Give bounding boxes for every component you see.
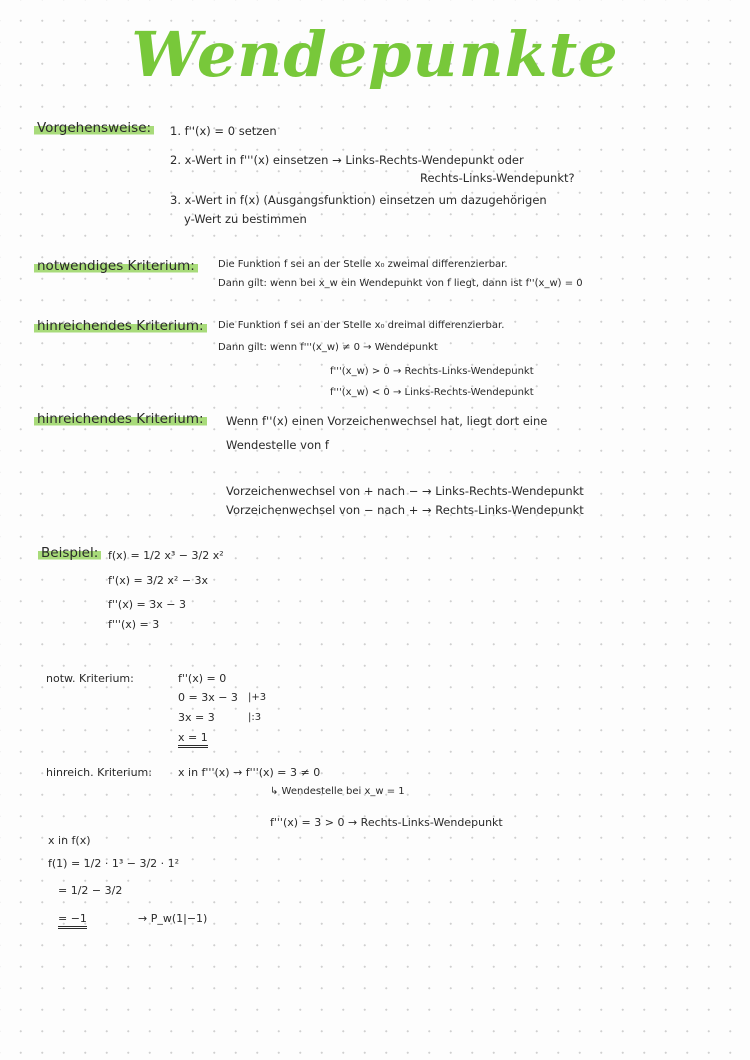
notw-line-2-note: |+3 [248, 692, 267, 703]
xin-line-2: = 1/2 − 3/2 [58, 884, 123, 897]
notw-line-2: 0 = 3x − 3 [178, 691, 238, 704]
beispiel-heading: Beispiel: [38, 545, 101, 561]
beispiel-f1: f'(x) = 3/2 x² − 3x [108, 574, 209, 587]
beispiel-f2: f''(x) = 3x − 3 [108, 598, 186, 611]
vorgehensweise-heading: Vorgehensweise: [34, 120, 154, 136]
hinreichend-1-line-4: f'''(x_w) < 0 → Links-Rechts-Wendepunkt [330, 387, 534, 398]
vorzeichenwechsel-minus-plus: Vorzeichenwechsel von − nach + → Rechts-Links-Wendepunkt [226, 503, 584, 517]
notw-line-3: 3x = 3 [178, 711, 215, 724]
page-title: Wendepunkte [131, 18, 619, 91]
vorzeichenwechsel-plus-minus: Vorzeichenwechsel von + nach − → Links-Rechts-Wendepunkt [226, 484, 584, 498]
hinr-kriterium-label: hinreich. Kriterium: [46, 766, 152, 779]
xin-result: = −1 [58, 912, 87, 929]
xin-line-1: f(1) = 1/2 · 1³ − 3/2 · 1² [48, 857, 180, 870]
hinreichend-2-line-2: Wendestelle von f [226, 438, 329, 452]
step-3-line-1: 3. x-Wert in f(x) (Ausgangsfunktion) einsetzen um dazugehörigen [170, 193, 547, 207]
notwendig-line-1: Die Funktion f sei an der Stelle x₀ zweimal differenzierbar. [218, 259, 508, 270]
notw-line-1: f''(x) = 0 [178, 672, 227, 685]
hinr-line-1: x in f'''(x) → f'''(x) = 3 ≠ 0 [178, 766, 321, 779]
beispiel-f3: f'''(x) = 3 [108, 618, 160, 631]
hinr-line-2: ↳ Wendestelle bei x_w = 1 [270, 786, 405, 797]
hinreichend-1-line-3: f'''(x_w) > 0 → Rechts-Links-Wendepunkt [330, 366, 534, 377]
step-2-line-1: 2. x-Wert in f'''(x) einsetzen → Links-Rechts-Wendepunkt oder [170, 153, 524, 167]
step-2-line-2: Rechts-Links-Wendepunkt? [420, 171, 575, 185]
step-1: 1. f''(x) = 0 setzen [170, 124, 277, 138]
hinreichendes-kriterium-1-heading: hinreichendes Kriterium: [34, 318, 207, 334]
xin-label: x in f(x) [48, 834, 91, 847]
notw-result: x = 1 [178, 731, 208, 748]
hinreichend-2-line-1: Wenn f''(x) einen Vorzeichenwechsel hat, liegt dort eine [226, 414, 548, 428]
hinreichend-1-line-1: Die Funktion f sei an der Stelle x₀ dreimal differenzierbar. [218, 320, 505, 331]
beispiel-f: f(x) = 1/2 x³ − 3/2 x² [108, 549, 224, 562]
hinr-line-3: f'''(x) = 3 > 0 → Rechts-Links-Wendepunkt [270, 816, 503, 829]
step-3-line-2: y-Wert zu bestimmen [184, 212, 307, 226]
hinreichend-1-line-2: Dann gilt: wenn f'''(x_w) ≠ 0 → Wendepunkt [218, 342, 438, 353]
hinreichendes-kriterium-2-heading: hinreichendes Kriterium: [34, 411, 207, 427]
wendepunkt-result: → P_w(1|−1) [138, 912, 208, 925]
notwendiges-kriterium-heading: notwendiges Kriterium: [34, 258, 198, 274]
notw-line-3-note: |:3 [248, 712, 262, 723]
notw-kriterium-label: notw. Kriterium: [46, 672, 134, 685]
notwendig-line-2: Dann gilt: wenn bei x_w ein Wendepunkt von f liegt, dann ist f''(x_w) = 0 [218, 278, 583, 289]
